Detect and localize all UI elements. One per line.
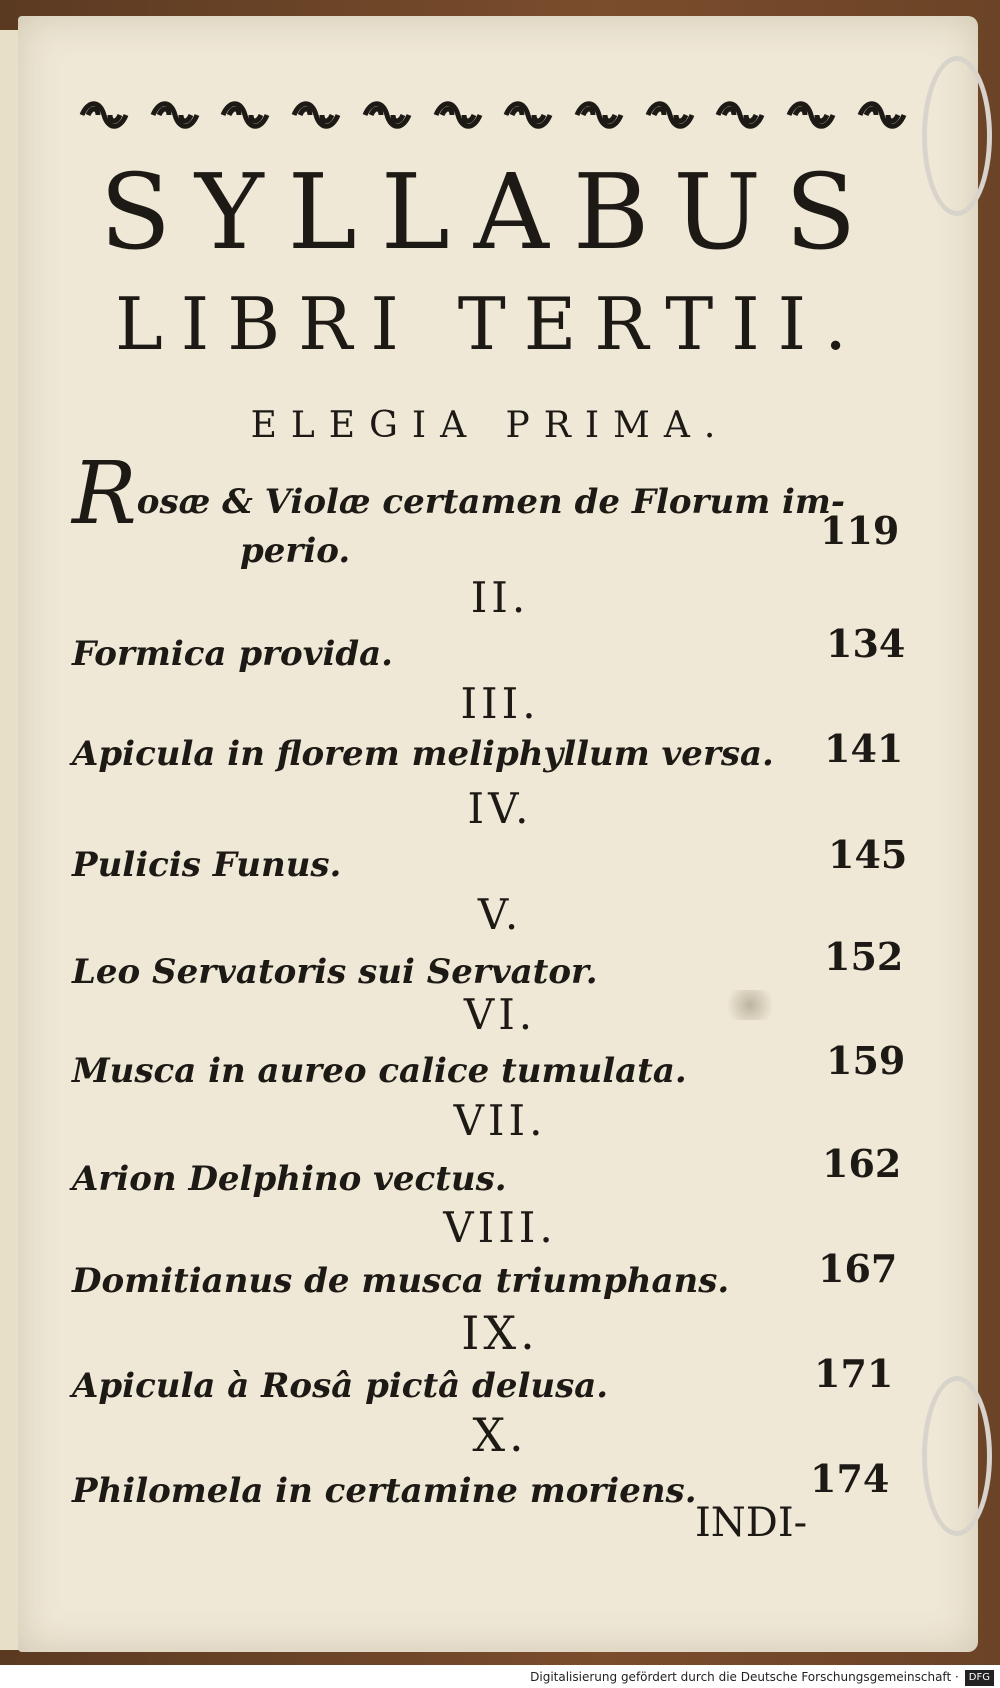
entry-text: Leo Servatoris sui Servator. xyxy=(72,952,598,992)
page-number: 174 xyxy=(810,1456,890,1501)
page-number: 167 xyxy=(818,1246,898,1291)
ornament-icon xyxy=(644,96,696,134)
page-number: 152 xyxy=(824,934,904,979)
entry-text: Apicula in florem meliphyllum versa. xyxy=(72,734,774,774)
catchword: INDI- xyxy=(695,1500,808,1546)
roman-numeral: III. xyxy=(460,679,540,728)
ornament-icon xyxy=(502,96,554,134)
page-number: 171 xyxy=(814,1351,894,1396)
page-title: SYLLABUS xyxy=(99,151,881,273)
entry-text: Pulicis Funus. xyxy=(72,845,342,885)
page-number: 119 xyxy=(820,508,900,553)
page-number: 141 xyxy=(824,726,904,771)
ornament-icon xyxy=(573,96,625,134)
page-number: 145 xyxy=(828,832,908,877)
clip-icon xyxy=(922,56,992,216)
page-number: 159 xyxy=(826,1038,906,1083)
entry-text-continued: perio. xyxy=(240,531,351,571)
roman-numeral: V. xyxy=(477,890,523,939)
ornament-icon xyxy=(714,96,766,134)
entry-text: Musca in aureo calice tumulata. xyxy=(72,1051,687,1091)
ornament-band xyxy=(78,92,908,138)
drop-cap: R xyxy=(72,444,137,544)
roman-numeral: VIII. xyxy=(443,1203,557,1252)
ornament-icon xyxy=(785,96,837,134)
entry-text: Philomela in certamine moriens. xyxy=(72,1471,697,1511)
roman-numeral: II. xyxy=(470,573,530,622)
ornament-icon xyxy=(856,96,908,134)
entry-text: Formica provida. xyxy=(72,634,394,674)
entry-text: Arion Delphino vectus. xyxy=(72,1159,507,1199)
dfg-logo: DFG xyxy=(965,1670,994,1686)
page-number: 134 xyxy=(826,621,906,666)
entry-text: osæ & Violæ certamen de Florum im- xyxy=(136,482,846,522)
ornament-icon xyxy=(361,96,413,134)
section-heading: ELEGIA PRIMA. xyxy=(250,405,730,446)
footer-text: Digitalisierung gefördert durch die Deutsche Forschungsgemeinschaft xyxy=(530,1670,952,1684)
ornament-icon xyxy=(149,96,201,134)
ornament-icon xyxy=(290,96,342,134)
ornament-icon xyxy=(432,96,484,134)
entry-text: Domitianus de musca triumphans. xyxy=(72,1261,730,1301)
roman-numeral: IX. xyxy=(461,1306,539,1360)
entry-text: Apicula à Rosâ pictâ delusa. xyxy=(72,1366,609,1406)
page-subtitle: LIBRI TERTII. xyxy=(114,282,866,366)
page-number: 162 xyxy=(822,1141,902,1186)
ornament-icon xyxy=(78,96,130,134)
roman-numeral: IV. xyxy=(467,784,533,833)
toc-entry xyxy=(72,445,912,544)
roman-numeral: VI. xyxy=(463,990,537,1039)
footer: Digitalisierung gefördert durch die Deutsche Forschungsgemeinschaft · DFG xyxy=(0,1666,1000,1688)
ornament-icon xyxy=(219,96,271,134)
roman-numeral: VII. xyxy=(453,1096,547,1145)
roman-numeral: X. xyxy=(472,1408,528,1462)
paper-stain xyxy=(720,990,780,1020)
